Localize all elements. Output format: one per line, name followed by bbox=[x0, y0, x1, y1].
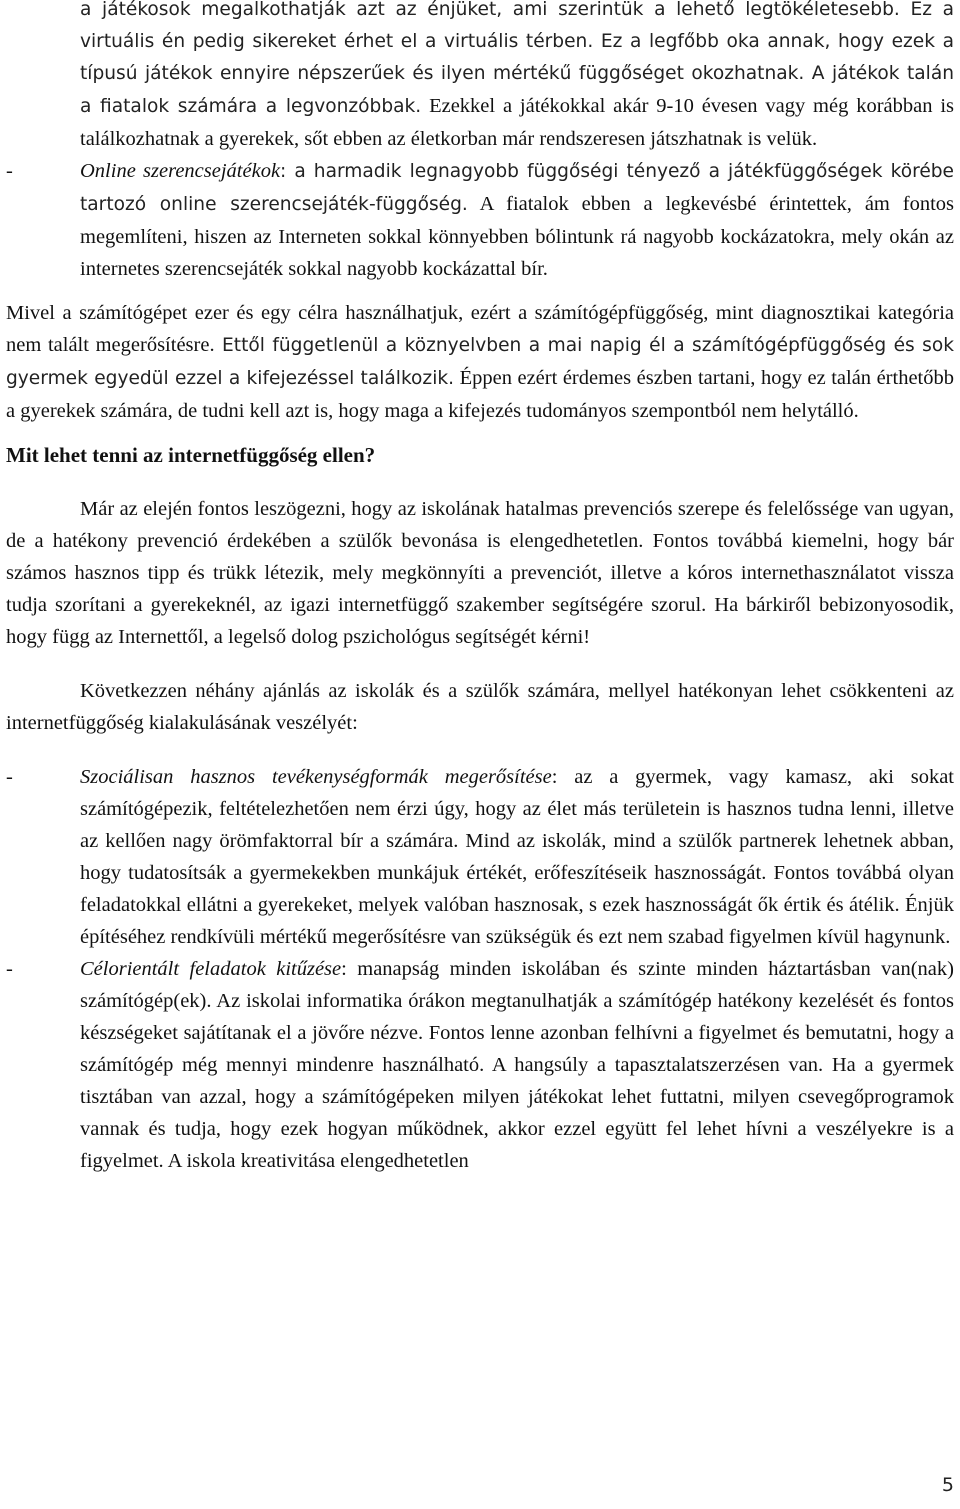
paragraph-part: Mivel a számítógépet ezer és egy célra használhatjuk, ezért a számítógépfüggőség, mint diagnosztikai kategória nem talált megerősítésre. bbox=[6, 302, 954, 356]
paragraph-recommendations: Következzen néhány ajánlás az iskolák és a szülők számára, mellyel hatékonyan lehet csökkenteni az internetfüggőség kialakulásának veszélyét: bbox=[6, 680, 954, 734]
list-text: : manapság minden iskolában és szinte minden háztartásban van(nak) számítógép(ek). Az iskolai informatika órákon megtanulhatják a számítógép hatékony kezelését és fontos készségeket sajátítanak el a jövőre nézve. Fontos lenne azonban felhívni a figyelmet és bemutatni, hogy a számítógép még mennyi mindenre használható. A hangsúly a tapasztalatszerzésen van. Ha a gyermek tisztában van azzal, hogy a számítógépeken milyen játékokat lehet futtatni, milyen csevegőprogramok vannak és tudja, hogy ezek hogyan működnek, akkor ezzel együtt fel lehet hívni a veszélyekre is a figyelmet. A iskola kreativitása elengedhetetlen bbox=[80, 958, 954, 1172]
paragraph-part: Fontos továbbá kiemelni, hogy bár számos hasznos tipp és trükk létezik, mely megkönnyíti a prevenciót, illetve a kóros internethasználatot vissza tudja szorítani a gyerekeknél, az igazi internetfüggő szakember segítségére szorul. Ha bárkiről bebizonyosodik, hogy függ az Internettől, a legelső dolog pszichológus segítségét kérni! bbox=[6, 530, 955, 648]
list-term: Célorientált feladatok kitűzése bbox=[80, 958, 342, 980]
paragraph-part: Már az elején fontos leszögezni, hogy az iskolának hatalmas prevenciós szerepe és felelőssége van ugyan, de a hatékony prevenció érdekében a szülők bevonása is elengedhetetlen. bbox=[6, 498, 954, 552]
list-term: Online szerencsejátékok bbox=[80, 160, 281, 182]
list-item-goal-oriented-tasks bbox=[6, 953, 954, 1177]
list-dash: - bbox=[6, 766, 13, 788]
paragraph-computer-addiction bbox=[6, 297, 954, 427]
list-text-sans: : a harmadik legnagyobb függőségi tényező a játékfüggőségek körébe tartozó online szerencsejáték-függőség. bbox=[80, 161, 954, 215]
list-item-online-gambling bbox=[6, 155, 954, 285]
continuation-text-serif: Ezekkel a játékokkal akár 9-10 évesen vagy még korábban is találkozhatnak a gyerekek, sőt ebben az életkorban már rendszeresen játszhatnak is velük. bbox=[80, 95, 954, 150]
list-dash: - bbox=[6, 160, 13, 182]
document-page bbox=[6, 0, 954, 1177]
continuation-text-sans: a játékosok megalkothatják azt az énjüket, ami szerintük a lehető legtökéletesebb. Ez a virtuális én pedig sikereket érhet el a virtuális térben. Ez a legfőbb oka annak, hogy ezek a típusú játékok ennyire népszerűek és ilyen mértékű függőséget okozhatnak. A játékok talán a fiatalok számára a legvonzóbbak. bbox=[80, 0, 954, 117]
paragraph-part-sans: Ettől függetlenül a köznyelvben a mai napig él a számítógépfüggőség és sok gyermek egyedül ezzel a kifejezéssel találkozik. bbox=[6, 335, 954, 389]
list-text-serif: A fiatalok ebben a legkevésbé érintettek, ám fontos megemlíteni, hiszen az Interneten sokkal könnyebben bólintunk rá nagyobb kockázatokra, mely okán az internetes szerencsejáték sokkal nagyobb kockázattal bír. bbox=[80, 193, 954, 280]
list-item-social-activities bbox=[6, 761, 954, 953]
section-heading: Mit lehet tenni az internetfüggőség ellen? bbox=[6, 443, 376, 467]
paragraph-school-role bbox=[6, 493, 954, 653]
paragraph-part: Éppen ezért érdemes észben tartani, hogy ez talán érthetőbb a gyerekek számára, de tudni kell azt is, hogy maga a kifejezés tudományos szempontból nem helytálló. bbox=[6, 367, 954, 422]
list-text: : az a gyermek, vagy kamasz, aki sokat számítógépezik, feltételezhetően nem érzi úgy, hogy az élet más területein is hasznos tudna lenni, illetve az kellően nagy örömfaktorral bír a számára. Mind az iskolák, mind a szülők partnerek lehetnek abban, hogy tudatosítsák a gyermekekben munkájuk értékét, erőfeszítéseik hasznosságát. Fontos továbbá olyan feladatokkal ellátni a gyerekeket, melyek valóban hasznosak, s ezek hasznosságát ők értik és átélik. Énjük építéséhez rendkívüli mértékű megerősítésre van szükségük és ezt nem szabad figyelmen kívül hagynunk. bbox=[80, 766, 954, 948]
list-dash: - bbox=[6, 958, 13, 980]
list-term: Szociálisan hasznos tevékenységformák megerősítése bbox=[80, 766, 552, 788]
page-number: 5 bbox=[941, 1474, 954, 1496]
continuation-paragraph bbox=[6, 0, 954, 155]
